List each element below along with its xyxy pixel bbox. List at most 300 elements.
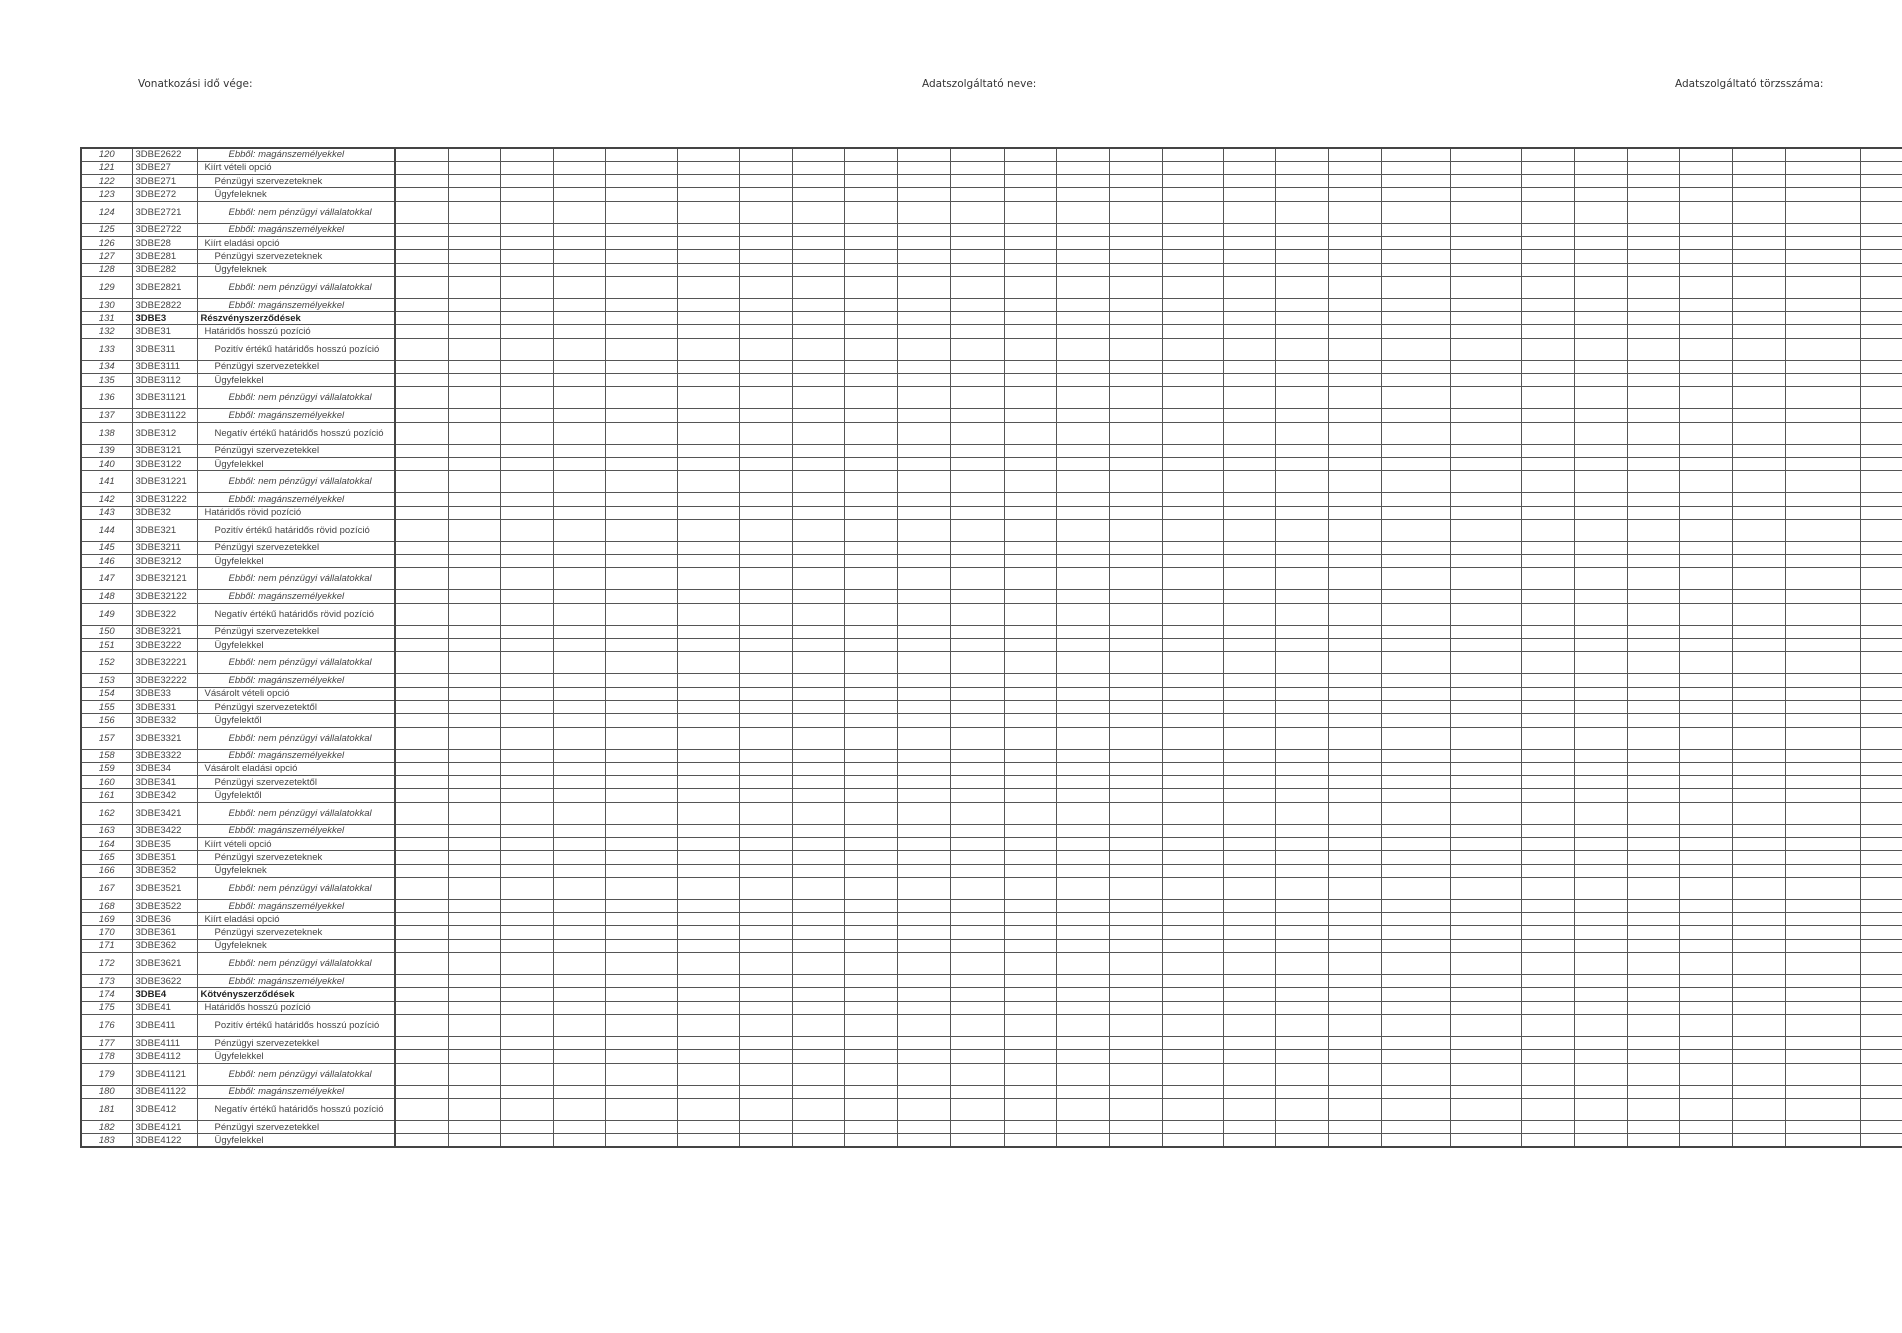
data-entry-cell[interactable] (500, 899, 553, 912)
data-entry-cell[interactable] (1732, 360, 1785, 373)
data-entry-cell[interactable] (1679, 687, 1732, 700)
data-entry-cell[interactable] (1627, 555, 1679, 568)
data-entry-cell[interactable] (1056, 652, 1109, 674)
data-entry-cell[interactable] (1275, 727, 1328, 749)
data-entry-cell[interactable] (395, 541, 448, 554)
data-entry-cell[interactable] (395, 457, 448, 470)
data-entry-cell[interactable] (1732, 838, 1785, 851)
data-entry-cell[interactable] (1162, 939, 1223, 952)
data-entry-cell[interactable] (1004, 762, 1056, 775)
data-entry-cell[interactable] (1162, 975, 1223, 988)
data-entry-cell[interactable] (1785, 541, 1860, 554)
data-entry-cell[interactable] (1679, 541, 1732, 554)
data-entry-cell[interactable] (1109, 541, 1162, 554)
data-entry-cell[interactable] (1521, 975, 1574, 988)
data-entry-cell[interactable] (792, 988, 844, 1001)
data-entry-cell[interactable] (1275, 913, 1328, 926)
data-entry-cell[interactable] (1109, 298, 1162, 311)
data-entry-cell[interactable] (739, 236, 792, 249)
data-entry-cell[interactable] (1627, 1085, 1679, 1098)
data-entry-cell[interactable] (1627, 953, 1679, 975)
data-entry-cell[interactable] (1679, 864, 1732, 877)
data-entry-cell[interactable] (1328, 926, 1381, 939)
data-entry-cell[interactable] (1328, 590, 1381, 603)
data-entry-cell[interactable] (1056, 263, 1109, 276)
data-entry-cell[interactable] (605, 913, 677, 926)
data-entry-cell[interactable] (897, 457, 950, 470)
data-entry-cell[interactable] (1521, 851, 1574, 864)
data-entry-cell[interactable] (1679, 236, 1732, 249)
data-entry-cell[interactable] (1381, 325, 1450, 338)
data-entry-cell[interactable] (1732, 926, 1785, 939)
data-entry-cell[interactable] (1574, 1001, 1627, 1014)
data-entry-cell[interactable] (1785, 457, 1860, 470)
data-entry-cell[interactable] (553, 506, 605, 519)
data-entry-cell[interactable] (1056, 776, 1109, 789)
data-entry-cell[interactable] (792, 541, 844, 554)
data-entry-cell[interactable] (500, 789, 553, 802)
data-entry-cell[interactable] (1162, 1014, 1223, 1036)
data-entry-cell[interactable] (677, 824, 739, 837)
data-entry-cell[interactable] (1109, 864, 1162, 877)
data-entry-cell[interactable] (1574, 824, 1627, 837)
data-entry-cell[interactable] (500, 851, 553, 864)
data-entry-cell[interactable] (1056, 789, 1109, 802)
data-entry-cell[interactable] (1275, 988, 1328, 1001)
data-entry-cell[interactable] (1574, 1085, 1627, 1098)
data-entry-cell[interactable] (448, 236, 500, 249)
data-entry-cell[interactable] (950, 506, 1004, 519)
data-entry-cell[interactable] (1109, 568, 1162, 590)
data-entry-cell[interactable] (1381, 727, 1450, 749)
data-entry-cell[interactable] (677, 939, 739, 952)
data-entry-cell[interactable] (1004, 493, 1056, 506)
data-entry-cell[interactable] (1860, 555, 1902, 568)
data-entry-cell[interactable] (1381, 1036, 1450, 1049)
data-entry-cell[interactable] (897, 824, 950, 837)
data-entry-cell[interactable] (677, 749, 739, 762)
data-entry-cell[interactable] (1004, 824, 1056, 837)
data-entry-cell[interactable] (448, 148, 500, 161)
data-entry-cell[interactable] (844, 298, 897, 311)
data-entry-cell[interactable] (1109, 639, 1162, 652)
data-entry-cell[interactable] (1732, 457, 1785, 470)
data-entry-cell[interactable] (950, 1098, 1004, 1120)
data-entry-cell[interactable] (1521, 838, 1574, 851)
data-entry-cell[interactable] (950, 749, 1004, 762)
data-entry-cell[interactable] (1004, 555, 1056, 568)
data-entry-cell[interactable] (1162, 877, 1223, 899)
data-entry-cell[interactable] (1732, 639, 1785, 652)
data-entry-cell[interactable] (553, 374, 605, 387)
data-entry-cell[interactable] (1381, 1014, 1450, 1036)
data-entry-cell[interactable] (1679, 1085, 1732, 1098)
data-entry-cell[interactable] (448, 568, 500, 590)
data-entry-cell[interactable] (897, 374, 950, 387)
data-entry-cell[interactable] (844, 824, 897, 837)
data-entry-cell[interactable] (897, 1001, 950, 1014)
data-entry-cell[interactable] (1679, 175, 1732, 188)
data-entry-cell[interactable] (395, 360, 448, 373)
data-entry-cell[interactable] (1275, 312, 1328, 325)
data-entry-cell[interactable] (1574, 1120, 1627, 1133)
data-entry-cell[interactable] (677, 568, 739, 590)
data-entry-cell[interactable] (1785, 1001, 1860, 1014)
data-entry-cell[interactable] (605, 387, 677, 409)
data-entry-cell[interactable] (1860, 639, 1902, 652)
data-entry-cell[interactable] (792, 360, 844, 373)
data-entry-cell[interactable] (844, 975, 897, 988)
data-entry-cell[interactable] (1004, 700, 1056, 713)
data-entry-cell[interactable] (792, 250, 844, 263)
data-entry-cell[interactable] (897, 652, 950, 674)
data-entry-cell[interactable] (553, 250, 605, 263)
data-entry-cell[interactable] (1521, 223, 1574, 236)
data-entry-cell[interactable] (448, 360, 500, 373)
data-entry-cell[interactable] (1785, 687, 1860, 700)
data-entry-cell[interactable] (1275, 1036, 1328, 1049)
data-entry-cell[interactable] (395, 639, 448, 652)
data-entry-cell[interactable] (1381, 1063, 1450, 1085)
data-entry-cell[interactable] (844, 444, 897, 457)
data-entry-cell[interactable] (1223, 789, 1275, 802)
data-entry-cell[interactable] (605, 1120, 677, 1133)
data-entry-cell[interactable] (950, 312, 1004, 325)
data-entry-cell[interactable] (739, 838, 792, 851)
data-entry-cell[interactable] (1732, 913, 1785, 926)
data-entry-cell[interactable] (739, 387, 792, 409)
data-entry-cell[interactable] (395, 387, 448, 409)
data-entry-cell[interactable] (500, 493, 553, 506)
data-entry-cell[interactable] (553, 360, 605, 373)
data-entry-cell[interactable] (950, 988, 1004, 1001)
data-entry-cell[interactable] (1223, 926, 1275, 939)
data-entry-cell[interactable] (897, 727, 950, 749)
data-entry-cell[interactable] (1521, 175, 1574, 188)
data-entry-cell[interactable] (448, 652, 500, 674)
data-entry-cell[interactable] (448, 541, 500, 554)
data-entry-cell[interactable] (1004, 838, 1056, 851)
data-entry-cell[interactable] (1521, 988, 1574, 1001)
data-entry-cell[interactable] (844, 1014, 897, 1036)
data-entry-cell[interactable] (844, 188, 897, 201)
data-entry-cell[interactable] (1679, 312, 1732, 325)
data-entry-cell[interactable] (950, 568, 1004, 590)
data-entry-cell[interactable] (1223, 1014, 1275, 1036)
data-entry-cell[interactable] (1860, 1098, 1902, 1120)
data-entry-cell[interactable] (844, 953, 897, 975)
data-entry-cell[interactable] (792, 471, 844, 493)
data-entry-cell[interactable] (1162, 298, 1223, 311)
data-entry-cell[interactable] (1860, 762, 1902, 775)
data-entry-cell[interactable] (1004, 802, 1056, 824)
data-entry-cell[interactable] (395, 1085, 448, 1098)
data-entry-cell[interactable] (1521, 276, 1574, 298)
data-entry-cell[interactable] (1679, 639, 1732, 652)
data-entry-cell[interactable] (677, 175, 739, 188)
data-entry-cell[interactable] (1162, 360, 1223, 373)
data-entry-cell[interactable] (448, 201, 500, 223)
data-entry-cell[interactable] (448, 838, 500, 851)
data-entry-cell[interactable] (1785, 899, 1860, 912)
data-entry-cell[interactable] (1109, 250, 1162, 263)
data-entry-cell[interactable] (844, 776, 897, 789)
data-entry-cell[interactable] (1574, 953, 1627, 975)
data-entry-cell[interactable] (1732, 188, 1785, 201)
data-entry-cell[interactable] (553, 148, 605, 161)
data-entry-cell[interactable] (395, 838, 448, 851)
data-entry-cell[interactable] (395, 148, 448, 161)
data-entry-cell[interactable] (448, 687, 500, 700)
data-entry-cell[interactable] (1162, 988, 1223, 1001)
data-entry-cell[interactable] (1109, 899, 1162, 912)
data-entry-cell[interactable] (1732, 444, 1785, 457)
data-entry-cell[interactable] (1450, 877, 1521, 899)
data-entry-cell[interactable] (448, 639, 500, 652)
data-entry-cell[interactable] (1056, 939, 1109, 952)
data-entry-cell[interactable] (1056, 409, 1109, 422)
data-entry-cell[interactable] (677, 409, 739, 422)
data-entry-cell[interactable] (1627, 493, 1679, 506)
data-entry-cell[interactable] (1521, 789, 1574, 802)
data-entry-cell[interactable] (1860, 387, 1902, 409)
data-entry-cell[interactable] (1275, 263, 1328, 276)
data-entry-cell[interactable] (1627, 236, 1679, 249)
data-entry-cell[interactable] (1328, 1085, 1381, 1098)
data-entry-cell[interactable] (1223, 1063, 1275, 1085)
data-entry-cell[interactable] (1162, 1036, 1223, 1049)
data-entry-cell[interactable] (677, 1014, 739, 1036)
data-entry-cell[interactable] (1223, 387, 1275, 409)
data-entry-cell[interactable] (1574, 457, 1627, 470)
data-entry-cell[interactable] (1109, 276, 1162, 298)
data-entry-cell[interactable] (739, 687, 792, 700)
data-entry-cell[interactable] (605, 555, 677, 568)
data-entry-cell[interactable] (1162, 541, 1223, 554)
data-entry-cell[interactable] (605, 762, 677, 775)
data-entry-cell[interactable] (950, 864, 1004, 877)
data-entry-cell[interactable] (1860, 201, 1902, 223)
data-entry-cell[interactable] (950, 789, 1004, 802)
data-entry-cell[interactable] (677, 541, 739, 554)
data-entry-cell[interactable] (395, 603, 448, 625)
data-entry-cell[interactable] (1275, 161, 1328, 174)
data-entry-cell[interactable] (1056, 1134, 1109, 1147)
data-entry-cell[interactable] (605, 749, 677, 762)
data-entry-cell[interactable] (1004, 444, 1056, 457)
data-entry-cell[interactable] (1679, 926, 1732, 939)
data-entry-cell[interactable] (677, 625, 739, 638)
data-entry-cell[interactable] (1162, 409, 1223, 422)
data-entry-cell[interactable] (1004, 161, 1056, 174)
data-entry-cell[interactable] (1109, 776, 1162, 789)
data-entry-cell[interactable] (1328, 555, 1381, 568)
data-entry-cell[interactable] (1056, 953, 1109, 975)
data-entry-cell[interactable] (844, 1063, 897, 1085)
data-entry-cell[interactable] (677, 1120, 739, 1133)
data-entry-cell[interactable] (1223, 457, 1275, 470)
data-entry-cell[interactable] (844, 555, 897, 568)
data-entry-cell[interactable] (1521, 236, 1574, 249)
data-entry-cell[interactable] (1223, 1036, 1275, 1049)
data-entry-cell[interactable] (897, 298, 950, 311)
data-entry-cell[interactable] (1004, 457, 1056, 470)
data-entry-cell[interactable] (897, 541, 950, 554)
data-entry-cell[interactable] (677, 161, 739, 174)
data-entry-cell[interactable] (677, 838, 739, 851)
data-entry-cell[interactable] (739, 913, 792, 926)
data-entry-cell[interactable] (739, 1014, 792, 1036)
data-entry-cell[interactable] (677, 899, 739, 912)
data-entry-cell[interactable] (553, 727, 605, 749)
data-entry-cell[interactable] (1860, 312, 1902, 325)
data-entry-cell[interactable] (897, 776, 950, 789)
data-entry-cell[interactable] (950, 877, 1004, 899)
data-entry-cell[interactable] (1004, 374, 1056, 387)
data-entry-cell[interactable] (1109, 409, 1162, 422)
data-entry-cell[interactable] (1004, 864, 1056, 877)
data-entry-cell[interactable] (739, 444, 792, 457)
data-entry-cell[interactable] (1381, 590, 1450, 603)
data-entry-cell[interactable] (844, 148, 897, 161)
data-entry-cell[interactable] (1450, 188, 1521, 201)
data-entry-cell[interactable] (1056, 276, 1109, 298)
data-entry-cell[interactable] (605, 409, 677, 422)
data-entry-cell[interactable] (1860, 1014, 1902, 1036)
data-entry-cell[interactable] (1109, 749, 1162, 762)
data-entry-cell[interactable] (1450, 444, 1521, 457)
data-entry-cell[interactable] (605, 175, 677, 188)
data-entry-cell[interactable] (739, 1001, 792, 1014)
data-entry-cell[interactable] (553, 864, 605, 877)
data-entry-cell[interactable] (1450, 639, 1521, 652)
data-entry-cell[interactable] (1450, 899, 1521, 912)
data-entry-cell[interactable] (739, 471, 792, 493)
data-entry-cell[interactable] (1223, 541, 1275, 554)
data-entry-cell[interactable] (1275, 555, 1328, 568)
data-entry-cell[interactable] (677, 457, 739, 470)
data-entry-cell[interactable] (1275, 939, 1328, 952)
data-entry-cell[interactable] (897, 1098, 950, 1120)
data-entry-cell[interactable] (1732, 590, 1785, 603)
data-entry-cell[interactable] (605, 263, 677, 276)
data-entry-cell[interactable] (1162, 1085, 1223, 1098)
data-entry-cell[interactable] (1056, 899, 1109, 912)
data-entry-cell[interactable] (1627, 1036, 1679, 1049)
data-entry-cell[interactable] (395, 749, 448, 762)
data-entry-cell[interactable] (1732, 652, 1785, 674)
data-entry-cell[interactable] (1627, 325, 1679, 338)
data-entry-cell[interactable] (1275, 590, 1328, 603)
data-entry-cell[interactable] (1450, 541, 1521, 554)
data-entry-cell[interactable] (844, 457, 897, 470)
data-entry-cell[interactable] (739, 422, 792, 444)
data-entry-cell[interactable] (605, 161, 677, 174)
data-entry-cell[interactable] (1275, 250, 1328, 263)
data-entry-cell[interactable] (950, 1001, 1004, 1014)
data-entry-cell[interactable] (395, 409, 448, 422)
data-entry-cell[interactable] (1450, 802, 1521, 824)
data-entry-cell[interactable] (1275, 519, 1328, 541)
data-entry-cell[interactable] (1521, 864, 1574, 877)
data-entry-cell[interactable] (395, 824, 448, 837)
data-entry-cell[interactable] (448, 851, 500, 864)
data-entry-cell[interactable] (1860, 148, 1902, 161)
data-entry-cell[interactable] (950, 913, 1004, 926)
data-entry-cell[interactable] (500, 802, 553, 824)
data-entry-cell[interactable] (1732, 1063, 1785, 1085)
data-entry-cell[interactable] (844, 700, 897, 713)
data-entry-cell[interactable] (1679, 851, 1732, 864)
data-entry-cell[interactable] (605, 298, 677, 311)
data-entry-cell[interactable] (1732, 802, 1785, 824)
data-entry-cell[interactable] (1732, 714, 1785, 727)
data-entry-cell[interactable] (500, 444, 553, 457)
data-entry-cell[interactable] (792, 148, 844, 161)
data-entry-cell[interactable] (844, 374, 897, 387)
data-entry-cell[interactable] (950, 1050, 1004, 1063)
data-entry-cell[interactable] (1223, 422, 1275, 444)
data-entry-cell[interactable] (1223, 762, 1275, 775)
data-entry-cell[interactable] (1627, 519, 1679, 541)
data-entry-cell[interactable] (1162, 493, 1223, 506)
data-entry-cell[interactable] (395, 700, 448, 713)
data-entry-cell[interactable] (897, 338, 950, 360)
data-entry-cell[interactable] (897, 360, 950, 373)
data-entry-cell[interactable] (1450, 851, 1521, 864)
data-entry-cell[interactable] (1627, 148, 1679, 161)
data-entry-cell[interactable] (677, 1098, 739, 1120)
data-entry-cell[interactable] (677, 802, 739, 824)
data-entry-cell[interactable] (1521, 387, 1574, 409)
data-entry-cell[interactable] (1381, 444, 1450, 457)
data-entry-cell[interactable] (553, 838, 605, 851)
data-entry-cell[interactable] (950, 555, 1004, 568)
data-entry-cell[interactable] (1162, 652, 1223, 674)
data-entry-cell[interactable] (1162, 457, 1223, 470)
data-entry-cell[interactable] (1275, 953, 1328, 975)
data-entry-cell[interactable] (1679, 749, 1732, 762)
data-entry-cell[interactable] (448, 1085, 500, 1098)
data-entry-cell[interactable] (1785, 851, 1860, 864)
data-entry-cell[interactable] (1679, 1050, 1732, 1063)
data-entry-cell[interactable] (1223, 988, 1275, 1001)
data-entry-cell[interactable] (677, 687, 739, 700)
data-entry-cell[interactable] (1679, 555, 1732, 568)
data-entry-cell[interactable] (1860, 1134, 1902, 1147)
data-entry-cell[interactable] (1004, 519, 1056, 541)
data-entry-cell[interactable] (1732, 1120, 1785, 1133)
data-entry-cell[interactable] (395, 325, 448, 338)
data-entry-cell[interactable] (1785, 590, 1860, 603)
data-entry-cell[interactable] (1275, 506, 1328, 519)
data-entry-cell[interactable] (1732, 877, 1785, 899)
data-entry-cell[interactable] (950, 493, 1004, 506)
data-entry-cell[interactable] (605, 714, 677, 727)
data-entry-cell[interactable] (1450, 939, 1521, 952)
data-entry-cell[interactable] (1275, 325, 1328, 338)
data-entry-cell[interactable] (792, 1001, 844, 1014)
data-entry-cell[interactable] (792, 175, 844, 188)
data-entry-cell[interactable] (1328, 360, 1381, 373)
data-entry-cell[interactable] (739, 276, 792, 298)
data-entry-cell[interactable] (1162, 519, 1223, 541)
data-entry-cell[interactable] (1574, 749, 1627, 762)
data-entry-cell[interactable] (1328, 444, 1381, 457)
data-entry-cell[interactable] (792, 913, 844, 926)
data-entry-cell[interactable] (1860, 444, 1902, 457)
data-entry-cell[interactable] (1109, 838, 1162, 851)
